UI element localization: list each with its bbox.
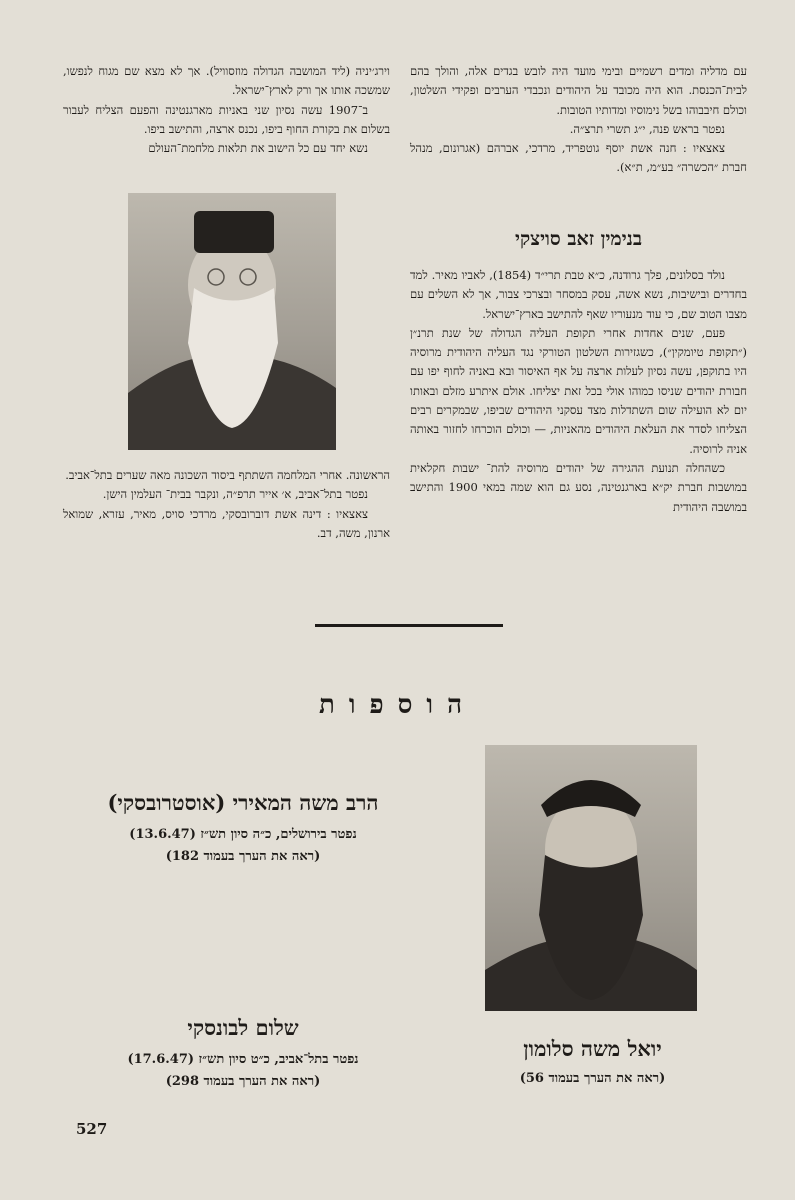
paragraph: נפטר בראש פנה, י״ג תשרי תרצ״ה. xyxy=(569,121,725,136)
entry-reference: (ראה את הערך בעמוד 56) xyxy=(519,1071,666,1086)
paragraph: כשהחלה תנועת ההגירה של יהודים מרוסיה להת־ ישבות חקלאית במושבות חברת יק״א בארגנטינה, נסע גם הוא שמה במאי 1900 והתישב במושבה היהודית xyxy=(410,460,747,514)
entry-reference: (ראה את הערך בעמוד 298) xyxy=(165,1074,321,1089)
paragraph: וירג׳יניה (ליד המושבה הגדולה מוזסוויל). אך לא מצא שם מגוח לנפשו, שמשכה אותו אך ורק לארץ־ישראל. xyxy=(63,64,390,98)
entry-death: נפטר בתל־אביב, כ״ט סיון תש״ז (17.6.47) xyxy=(127,1052,359,1067)
paragraph: הראשונה. אחרי המלחמה השתתף ביסוד השכונה מאה שערים בתל־אביב. xyxy=(65,468,390,482)
page-number: 527 xyxy=(76,1120,108,1138)
paragraph: נפטר בתל־אביב, א׳ אייר תרפ״ה, ונקבר בבית־ העלמין הישן. xyxy=(102,487,368,502)
addendum-entry xyxy=(68,1013,418,1093)
paragraph: צאצאיו : דינה אשת דוברובסקי, מרדכי סויס, מאיר, עזרא, שמואל ארנון, משה, דב. xyxy=(63,506,390,540)
right-column-top xyxy=(410,62,747,178)
paragraph: צאצאיו : חנה אשת יוסף גוטפריד, מרדכי, אברהם (אגרונום, מנהל חברת ״הכשרה״ בע״מ, ת״א). xyxy=(410,141,747,175)
portrait-photo xyxy=(128,193,336,450)
entry-reference: (ראה את הערך בעמוד 182) xyxy=(165,849,321,864)
addendum-entry xyxy=(68,788,418,868)
portrait-photo xyxy=(485,745,697,1011)
paragraph: נשא יחד עם כל הישוב את תלאות מלחמת־העולם xyxy=(148,141,368,156)
entry-death: נפטר בירושלים, כ״ה סיון תש״ז (13.6.47) xyxy=(129,827,357,842)
paragraph: נולד בסלונים, פלך גרודנה, כ״א טבת תרי״ד (1854), לאביו מאיר. למד בחדרים ובישיבות, נשא אשה, עסק במסחר ובצרכי צבור, אך לא השלים עם מצבו הטוב שם, כי עוד מנעוריו שאף להתישב בארץ־ישראל. xyxy=(410,268,747,321)
paragraph: ב־1907 עשה נסיון שני באניות מארגנטינה והפעם הצליח לעבור בשלום את בקורת החוף ביפו, נכנס ארצה, והתישב ביפו. xyxy=(63,102,390,136)
biography-heading: בנימין זאב סויצקי xyxy=(514,228,643,250)
paragraph: פעם, שנים אחדות אחרי תקופת העליה הגדולה של שנת תרנ״ן (״תקופת טיומקין״), כשגזירות השלטון הטורקי נגד העליה היהודית מרוסיה היו בתוקפן, עשה נסיון לעלות ארצה על אף האיסור ובא באניה לחוף יפו עם חבורת יהודים שניסו כמוהו אולי בכל זאת יצליחו. אולם איתרע מזלם ובאותו יום לא הועילה שום השתדלות מצד עסקני היהודים שביפו, שבמקרים רבים הצליחו לסדר את העלאת היהודים מהאניות, — וכולם הוכרחו לחזור באותה אניה לרוסיה. xyxy=(410,325,747,456)
right-column-bio xyxy=(410,266,747,517)
entry-name: הרב משה המאירי (אוסטרובסקי) xyxy=(107,790,379,815)
section-divider xyxy=(315,624,503,627)
left-column-bottom xyxy=(63,466,390,543)
section-title: הוספות xyxy=(318,690,477,720)
entry-name: שלום לבונסקי xyxy=(187,1015,299,1040)
entry-name: יואל משה סלומון xyxy=(523,1036,662,1061)
paragraph: עם מדליה ומדים רשמיים ובימי מועד היה לובש בגדים אלה, והולך בהם לבית־הכנסת. הוא היה מכובד על היהודים ונכבדי הערבים ופקידי השלטון, וכולם חיבבוהו בשל נימוסיו ומדותיו הטובות. xyxy=(410,64,747,117)
left-column-top xyxy=(63,62,390,158)
addendum-entry xyxy=(470,1034,715,1090)
